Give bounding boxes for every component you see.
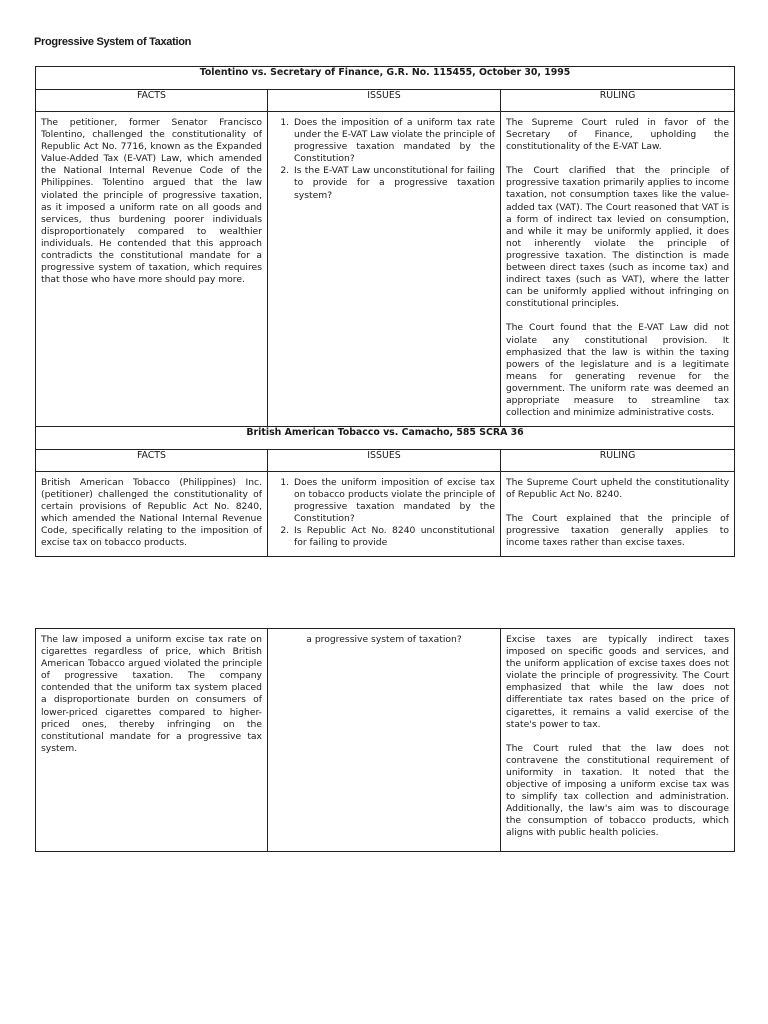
case-heading-tolentino: Tolentino vs. Secretary of Finance, G.R. No. 115455, October 30, 1995	[36, 67, 735, 90]
tolentino-ruling-para-1: The Supreme Court ruled in favor of the Secretary of Finance, upholding the constitutionality of the E-VAT Law.	[506, 117, 730, 153]
bat-facts-continued-text: The law imposed a uniform excise tax rate on cigarettes regardless of price, which British American Tobacco argued violated the principle of progressive taxation. The company contended that the uniform tax system placed a disproportionate burden on consumers of lower-priced cigarettes compared to higher-priced ones, thereby infringing on the constitutional mandate for a progressive tax system.	[41, 634, 262, 754]
column-header-ruling: RULING	[501, 90, 735, 112]
bat-issue-1: 1. Does the uniform imposition of excise tax on tobacco products violate the principle of progressive taxation mandated by the Constitution?	[292, 477, 495, 525]
bat-ruling-cell	[501, 472, 735, 557]
column-header-issues: ISSUES	[268, 90, 501, 112]
tolentino-issue-2: 2. Is the E-VAT Law unconstitutional for failing to provide for a progressive taxation system?	[292, 165, 495, 201]
bat-facts-cell	[36, 472, 268, 557]
bat-issues-list	[273, 477, 495, 550]
bat-ruling-continued-para-2: The Court ruled that the law does not contravene the constitutional requirement of uniformity in taxation. It noted that the objective of imposing a uniform excise tax was to simplify tax collection and administration. Additionally, the law's aim was to discourage the consumption of tobacco products, which aligns with public health policies.	[506, 742, 729, 839]
case-table-page-1	[35, 66, 735, 557]
column-header-facts-2: FACTS	[36, 450, 268, 472]
tolentino-ruling-cell	[501, 112, 735, 427]
tolentino-ruling-para-2: The Court clarified that the principle of progressive taxation primarily applies to income taxation, not consumption taxes like the value-added tax (VAT). The Court reasoned that VAT is a form of indirect tax levied on consumption, and while it may be uniformly applied, it does not inherently violate the principle of progressive taxation. The distinction is made between direct taxes (such as income tax) and indirect taxes (such as VAT), where the latter can be uniformly applied without infringing on constitutional principles.	[506, 165, 730, 310]
bat-ruling-continued-cell	[501, 629, 735, 852]
tolentino-issues-list	[273, 117, 495, 202]
bat-issue-continued-text: a progressive system of taxation?	[306, 634, 462, 645]
tolentino-issues-cell	[268, 112, 501, 427]
tolentino-ruling-para-3: The Court found that the E-VAT Law did not violate any constitutional provision. It emphasized that the law is within the taxing powers of the legislature and is a legitimate means for generating revenue for the government. The uniform rate was deemed an appropriate measure to streamline tax collection and minimize administrative costs.	[506, 322, 730, 419]
tolentino-issue-1: 1. Does the imposition of a uniform tax rate under the E-VAT Law violate the principle of progressive taxation mandated by the Constitution?	[292, 117, 495, 165]
bat-ruling-continued-para-1: Excise taxes are typically indirect taxes imposed on specific goods and services, and the uniform application of excise taxes does not violate the principle of progressivity. The Court emphasized that while the law does not differentiate tax rates based on the price of cigarettes, it remains a valid exercise of the state's power to tax.	[506, 634, 729, 730]
tolentino-facts-cell	[36, 112, 268, 427]
column-header-facts: FACTS	[36, 90, 268, 112]
bat-ruling-para-2: The Court explained that the principle of progressive taxation generally applies to income taxes rather than excise taxes.	[506, 513, 730, 549]
bat-ruling-para-1: The Supreme Court upheld the constitutionality of Republic Act No. 8240.	[506, 477, 730, 501]
bat-issues-cell	[268, 472, 501, 557]
case-heading-bat: British American Tobacco vs. Camacho, 585 SCRA 36	[36, 427, 735, 450]
document-title: Progressive System of Taxation	[34, 36, 192, 48]
column-header-issues-2: ISSUES	[268, 450, 501, 472]
bat-issue-continued-cell	[268, 629, 501, 852]
bat-facts-continued-cell	[36, 629, 268, 852]
column-header-ruling-2: RULING	[501, 450, 735, 472]
bat-facts-text: British American Tobacco (Philippines) Inc. (petitioner) challenged the constitutionality of certain provisions of Republic Act No. 8240, which amended the National Internal Revenue Code, specifically relating to the imposition of excise tax on tobacco products.	[41, 477, 262, 549]
case-table-page-2	[35, 628, 735, 852]
tolentino-facts-text: The petitioner, former Senator Francisco Tolentino, challenged the constitutionality of Republic Act No. 7716, known as the Expanded Value-Added Tax (E-VAT) Law, which amended the National Internal Revenue Code of the Philippines. Tolentino argued that the law violated the principle of progressive taxation, as it imposed a uniform rate on all goods and services, thus burdening poorer individuals disproportionately compared to wealthier individuals. He contended that this approach contradicts the constitutional mandate for a progressive system of taxation, which requires that those who have more should pay more.	[41, 117, 262, 286]
bat-issue-2: 2. Is Republic Act No. 8240 unconstitutional for failing to provide	[292, 525, 495, 549]
